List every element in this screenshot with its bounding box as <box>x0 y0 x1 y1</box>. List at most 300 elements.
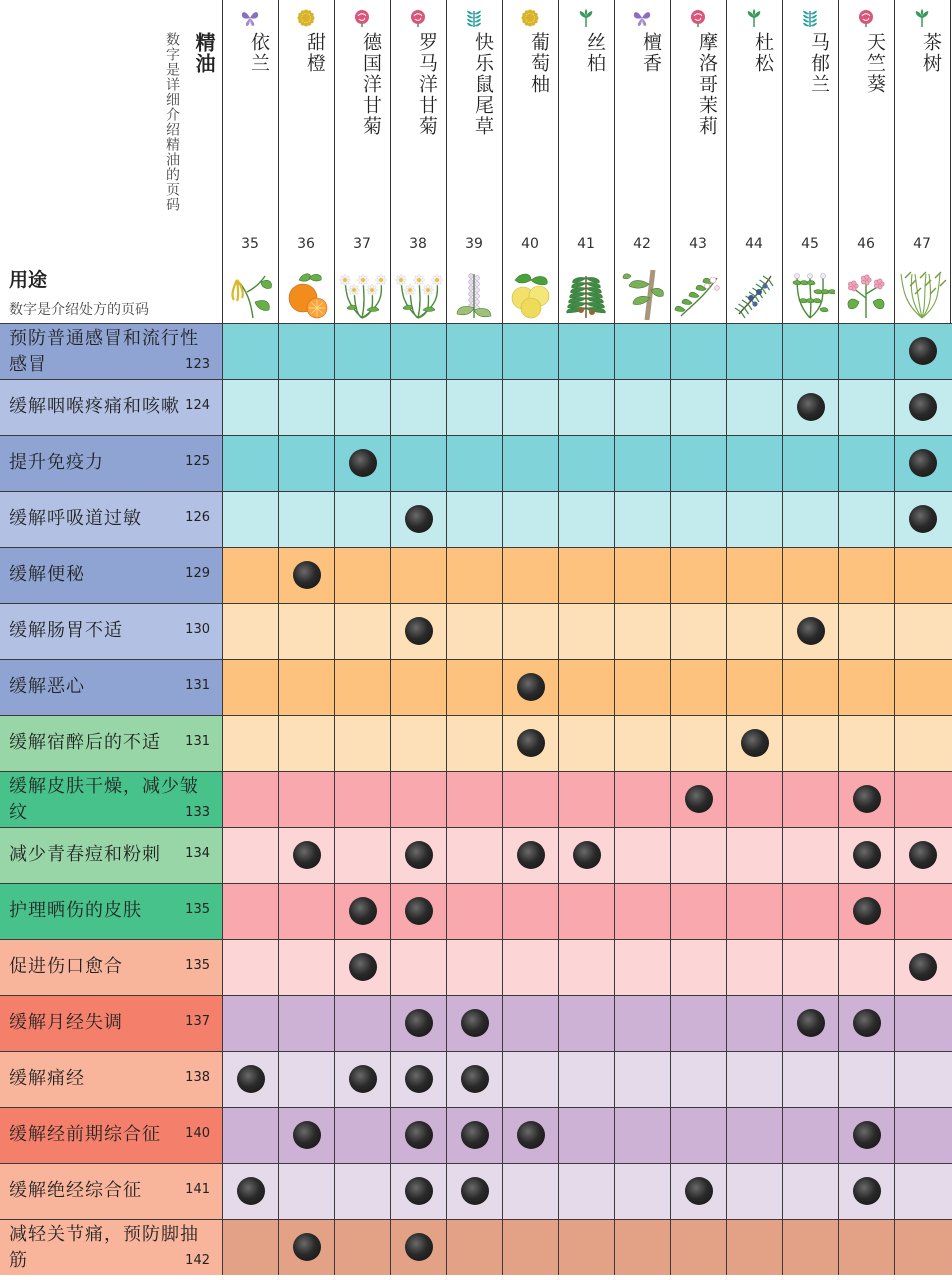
usage-marker-dot <box>853 897 881 925</box>
row-divider <box>0 1051 952 1052</box>
usage-marker-dot <box>797 617 825 645</box>
grid-cell <box>390 491 446 547</box>
usage-row <box>0 379 952 435</box>
usage-label <box>0 323 222 379</box>
grid-cell <box>278 491 334 547</box>
usage-marker-dot <box>853 1121 881 1149</box>
grid-cell <box>446 603 502 659</box>
grid-cell <box>278 883 334 939</box>
grid-cell <box>446 1219 502 1275</box>
grid-cell <box>502 379 558 435</box>
oil-page-number: 42 <box>633 236 651 252</box>
grid-cell <box>390 939 446 995</box>
usage-marker-dot <box>405 617 433 645</box>
grid-cell <box>614 603 670 659</box>
usage-name: 缓解痛经 <box>9 1068 85 1089</box>
grid-cell <box>614 659 670 715</box>
usage-label <box>0 883 222 939</box>
grid-cell <box>894 771 952 827</box>
grid-cell <box>334 603 390 659</box>
grid-cell <box>894 995 952 1051</box>
grid-cell <box>838 939 894 995</box>
usage-name: 缓解肠胃不适 <box>9 620 123 641</box>
grid-cell <box>278 995 334 1051</box>
row-divider <box>0 1163 952 1164</box>
usage-marker-dot <box>237 1065 265 1093</box>
grid-cell <box>558 323 614 379</box>
usage-name: 缓解绝经综合征 <box>9 1180 142 1201</box>
grid-cell <box>726 379 782 435</box>
grid-cell <box>782 995 838 1051</box>
grid-cell <box>726 547 782 603</box>
grid-cell <box>838 1051 894 1107</box>
grid-cell <box>894 659 952 715</box>
grid-cell <box>446 435 502 491</box>
grid-cell <box>670 883 726 939</box>
grid-cell <box>446 995 502 1051</box>
grid-cell <box>222 995 278 1051</box>
usage-marker-dot <box>685 785 713 813</box>
grid-cell <box>278 715 334 771</box>
usage-row <box>0 603 952 659</box>
grid-cell <box>782 547 838 603</box>
oil-name: 杜松 <box>752 32 774 74</box>
grid-cell <box>390 715 446 771</box>
grid-cell <box>726 603 782 659</box>
usage-page-number: 130 <box>185 622 210 637</box>
usage-label <box>0 771 222 827</box>
grid-cell <box>894 883 952 939</box>
usage-marker-dot <box>405 1065 433 1093</box>
grid-cell <box>278 1219 334 1275</box>
usage-name: 缓解恶心 <box>9 676 85 697</box>
usage-name: 缓解月经失调 <box>9 1012 123 1033</box>
usage-page-number: 138 <box>185 1070 210 1085</box>
grid-cell <box>838 1163 894 1219</box>
grid-cell <box>446 883 502 939</box>
grid-cell <box>614 883 670 939</box>
usage-page-number: 135 <box>185 902 210 917</box>
grid-cell <box>614 939 670 995</box>
grid-cell <box>446 323 502 379</box>
usage-row <box>0 491 952 547</box>
usage-marker-dot <box>461 1121 489 1149</box>
grid-cell <box>446 379 502 435</box>
grid-cell <box>782 435 838 491</box>
grid-cell <box>726 1219 782 1275</box>
grid-cell <box>782 715 838 771</box>
usage-label <box>0 435 222 491</box>
grid-cell <box>278 1163 334 1219</box>
grid-cell <box>222 379 278 435</box>
usage-marker-dot <box>517 1121 545 1149</box>
row-divider <box>0 659 952 660</box>
grid-cell <box>390 1163 446 1219</box>
grid-cell <box>390 1219 446 1275</box>
grid-cell <box>502 715 558 771</box>
grid-cell <box>894 1051 952 1107</box>
grid-cell <box>222 547 278 603</box>
grid-cell <box>390 1107 446 1163</box>
grid-cell <box>222 1107 278 1163</box>
grid-cell <box>278 827 334 883</box>
grid-cell <box>502 939 558 995</box>
usage-marker-dot <box>349 953 377 981</box>
grid-cell <box>278 435 334 491</box>
usage-row <box>0 1051 952 1107</box>
grid-cell <box>614 715 670 771</box>
grid-cell <box>502 883 558 939</box>
grid-cell <box>558 995 614 1051</box>
oil-name: 德国洋甘菊 <box>360 32 382 137</box>
grid-cell <box>334 379 390 435</box>
grid-cell <box>222 603 278 659</box>
usage-name: 缓解咽喉疼痛和咳嗽 <box>9 396 180 417</box>
grid-cell <box>670 435 726 491</box>
oil-axis-note: 数字是详细介绍精油的页码 <box>164 32 180 212</box>
grid-cell <box>614 995 670 1051</box>
row-divider <box>0 827 952 828</box>
oil-page-number: 36 <box>297 236 315 252</box>
grid-cell <box>558 1219 614 1275</box>
grid-cell <box>502 1107 558 1163</box>
grid-cell <box>838 1219 894 1275</box>
usage-page-number: 137 <box>185 1014 210 1029</box>
grid-cell <box>894 603 952 659</box>
grid-cell <box>838 603 894 659</box>
grid-cell <box>894 491 952 547</box>
grid-cell <box>334 995 390 1051</box>
row-divider <box>0 1219 952 1220</box>
usage-name: 缓解经前期综合征 <box>9 1124 161 1145</box>
grid-cell <box>838 827 894 883</box>
usage-row <box>0 1219 952 1275</box>
grid-cell <box>558 715 614 771</box>
grid-cell <box>558 1051 614 1107</box>
grid-cell <box>838 659 894 715</box>
grid-cell <box>894 547 952 603</box>
grid-cell <box>838 379 894 435</box>
grid-cell <box>838 547 894 603</box>
usage-row <box>0 827 952 883</box>
usage-marker-dot <box>293 561 321 589</box>
usage-page-number: 135 <box>185 958 210 973</box>
usage-name: 护理晒伤的皮肤 <box>9 900 142 921</box>
usage-marker-dot <box>853 1009 881 1037</box>
grid-cell <box>838 323 894 379</box>
grid-cell <box>334 435 390 491</box>
oil-name: 甜橙 <box>304 32 326 74</box>
usage-marker-dot <box>405 897 433 925</box>
grid-cell <box>614 547 670 603</box>
grid-cell <box>334 883 390 939</box>
grid-cell <box>502 771 558 827</box>
row-divider <box>0 547 952 548</box>
usage-marker-dot <box>909 953 937 981</box>
usage-marker-dot <box>853 1177 881 1205</box>
row-divider <box>0 995 952 996</box>
grid-cell <box>894 1163 952 1219</box>
usage-label <box>0 1051 222 1107</box>
usage-page-number: 131 <box>185 678 210 693</box>
usage-marker-dot <box>293 1121 321 1149</box>
usage-marker-dot <box>797 1009 825 1037</box>
grid-cell <box>782 1051 838 1107</box>
usage-marker-dot <box>405 505 433 533</box>
grid-cell <box>726 883 782 939</box>
grid-cell <box>278 771 334 827</box>
grid-cell <box>390 771 446 827</box>
usage-marker-dot <box>909 505 937 533</box>
grid-cell <box>222 827 278 883</box>
grid-cell <box>222 491 278 547</box>
grid-cell <box>782 1163 838 1219</box>
usage-row <box>0 1107 952 1163</box>
grid-cell <box>446 491 502 547</box>
grid-cell <box>670 1219 726 1275</box>
usage-row <box>0 323 952 379</box>
grid-cell <box>334 715 390 771</box>
grid-cell <box>278 1107 334 1163</box>
usage-marker-dot <box>853 841 881 869</box>
grid-cell <box>894 939 952 995</box>
usage-label <box>0 995 222 1051</box>
usage-marker-dot <box>349 897 377 925</box>
grid-cell <box>614 379 670 435</box>
grid-cell <box>614 1107 670 1163</box>
grid-cell <box>390 827 446 883</box>
usage-name: 缓解宿醉后的不适 <box>9 732 161 753</box>
grid-cell <box>782 883 838 939</box>
usage-row <box>0 1163 952 1219</box>
oil-name: 摩洛哥茉莉 <box>696 32 718 137</box>
usage-row <box>0 939 952 995</box>
grid-cell <box>446 715 502 771</box>
grid-cell <box>726 1107 782 1163</box>
grid-cell <box>390 883 446 939</box>
usage-page-number: 124 <box>185 398 210 413</box>
grid-cell <box>222 435 278 491</box>
grid-cell <box>838 1107 894 1163</box>
row-divider <box>0 771 952 772</box>
grid-cell <box>558 547 614 603</box>
usage-marker-dot <box>293 841 321 869</box>
usage-marker-dot <box>909 337 937 365</box>
usage-marker-dot <box>909 393 937 421</box>
grid-cell <box>838 995 894 1051</box>
usage-page-number: 125 <box>185 454 210 469</box>
usage-page-number: 141 <box>185 1182 210 1197</box>
grid-cell <box>670 939 726 995</box>
oil-page-number: 40 <box>521 236 539 252</box>
grid-cell <box>390 1051 446 1107</box>
row-divider <box>0 323 952 324</box>
usage-marker-dot <box>237 1177 265 1205</box>
usage-label <box>0 379 222 435</box>
oil-name: 茶树 <box>920 32 942 74</box>
grid-cell <box>446 1163 502 1219</box>
grid-cell <box>334 1219 390 1275</box>
grid-cell <box>502 659 558 715</box>
grid-cell <box>278 1051 334 1107</box>
row-divider <box>0 491 952 492</box>
grid-cell <box>670 491 726 547</box>
usage-page-number: 126 <box>185 510 210 525</box>
grid-cell <box>670 827 726 883</box>
grid-cell <box>222 659 278 715</box>
usage-label <box>0 939 222 995</box>
grid-cell <box>894 323 952 379</box>
grid-cell <box>222 883 278 939</box>
usage-marker-dot <box>349 1065 377 1093</box>
grid-cell <box>894 435 952 491</box>
usage-marker-dot <box>517 729 545 757</box>
grid-cell <box>558 435 614 491</box>
grid-cell <box>334 547 390 603</box>
grid-cell <box>446 547 502 603</box>
grid-cell <box>502 323 558 379</box>
grid-cell <box>838 771 894 827</box>
grid-cell <box>446 771 502 827</box>
oil-page-number: 47 <box>913 236 931 252</box>
grid-cell <box>390 435 446 491</box>
row-divider <box>0 1107 952 1108</box>
grid-cell <box>502 491 558 547</box>
grid-cell <box>726 435 782 491</box>
usage-row <box>0 995 952 1051</box>
grid-cell <box>670 659 726 715</box>
usage-name: 促进伤口愈合 <box>9 956 123 977</box>
oil-name: 葡萄柚 <box>528 32 550 95</box>
usage-name: 减轻关节痛，预防脚抽筋 <box>9 1224 199 1271</box>
grid-cell <box>726 1051 782 1107</box>
grid-cell <box>614 827 670 883</box>
usage-marker-dot <box>909 841 937 869</box>
grid-cell <box>782 1219 838 1275</box>
grid-cell <box>838 715 894 771</box>
grid-cell <box>782 939 838 995</box>
grid-cell <box>726 715 782 771</box>
usage-name: 减少青春痘和粉刺 <box>9 844 161 865</box>
oil-page-number: 46 <box>857 236 875 252</box>
grid-cell <box>894 715 952 771</box>
grid-cell <box>222 1051 278 1107</box>
usage-marker-dot <box>461 1065 489 1093</box>
grid-cell <box>670 1163 726 1219</box>
grid-cell <box>390 995 446 1051</box>
grid-cell <box>558 1163 614 1219</box>
grid-cell <box>670 603 726 659</box>
oil-name: 檀香 <box>640 32 662 74</box>
usage-marker-dot <box>461 1177 489 1205</box>
usage-page-number: 129 <box>185 566 210 581</box>
row-divider <box>0 883 952 884</box>
grid-cell <box>726 323 782 379</box>
grid-cell <box>390 603 446 659</box>
row-divider <box>0 939 952 940</box>
grid-cell <box>614 1163 670 1219</box>
grid-cell <box>446 939 502 995</box>
usage-marker-dot <box>405 1233 433 1261</box>
usage-marker-dot <box>349 449 377 477</box>
grid-cell <box>278 939 334 995</box>
oil-name: 依兰 <box>248 32 270 74</box>
grid-cell <box>278 659 334 715</box>
grid-cell <box>558 659 614 715</box>
grid-cell <box>782 827 838 883</box>
grid-cell <box>390 547 446 603</box>
oil-page-number: 45 <box>801 236 819 252</box>
grid-cell <box>222 1219 278 1275</box>
usage-row <box>0 715 952 771</box>
grid-cell <box>670 547 726 603</box>
grid-cell <box>894 827 952 883</box>
usage-marker-dot <box>293 1233 321 1261</box>
usage-marker-dot <box>685 1177 713 1205</box>
usage-marker-dot <box>573 841 601 869</box>
usage-row <box>0 771 952 827</box>
oil-page-number: 41 <box>577 236 595 252</box>
oil-page-number: 37 <box>353 236 371 252</box>
grid-cell <box>838 883 894 939</box>
usage-label <box>0 1219 222 1275</box>
grid-cell <box>334 827 390 883</box>
grid-cell <box>894 1219 952 1275</box>
grid-cell <box>334 323 390 379</box>
grid-cell <box>670 1107 726 1163</box>
grid-cell <box>558 771 614 827</box>
grid-cell <box>222 715 278 771</box>
grid-cell <box>726 939 782 995</box>
grid-cell <box>782 379 838 435</box>
oil-name: 马郁兰 <box>808 32 830 95</box>
grid-cell <box>502 995 558 1051</box>
oil-name: 天竺葵 <box>864 32 886 95</box>
usage-page-number: 131 <box>185 734 210 749</box>
grid-cell <box>782 603 838 659</box>
usage-label <box>0 491 222 547</box>
grid-cell <box>726 771 782 827</box>
oil-page-number: 38 <box>409 236 427 252</box>
grid-cell <box>334 771 390 827</box>
grid-cell <box>334 1107 390 1163</box>
grid-cell <box>502 1051 558 1107</box>
usage-marker-dot <box>517 673 545 701</box>
grid-cell <box>558 827 614 883</box>
usage-marker-dot <box>741 729 769 757</box>
grid-cell <box>726 827 782 883</box>
usage-name: 提升免疫力 <box>9 452 104 473</box>
usage-row <box>0 435 952 491</box>
grid-cell <box>502 435 558 491</box>
oil-page-number: 35 <box>241 236 259 252</box>
grid-cell <box>726 491 782 547</box>
oil-name: 快乐鼠尾草 <box>472 32 494 137</box>
grid-cell <box>502 827 558 883</box>
grid-cell <box>782 1107 838 1163</box>
grid-cell <box>334 491 390 547</box>
grid-cell <box>614 323 670 379</box>
grid-cell <box>334 1051 390 1107</box>
grid-cell <box>558 491 614 547</box>
usage-label <box>0 827 222 883</box>
grid-cell <box>782 771 838 827</box>
grid-cell <box>446 1107 502 1163</box>
usage-marker-dot <box>405 841 433 869</box>
grid-cell <box>558 1107 614 1163</box>
usage-marker-dot <box>853 785 881 813</box>
usage-marker-dot <box>909 449 937 477</box>
